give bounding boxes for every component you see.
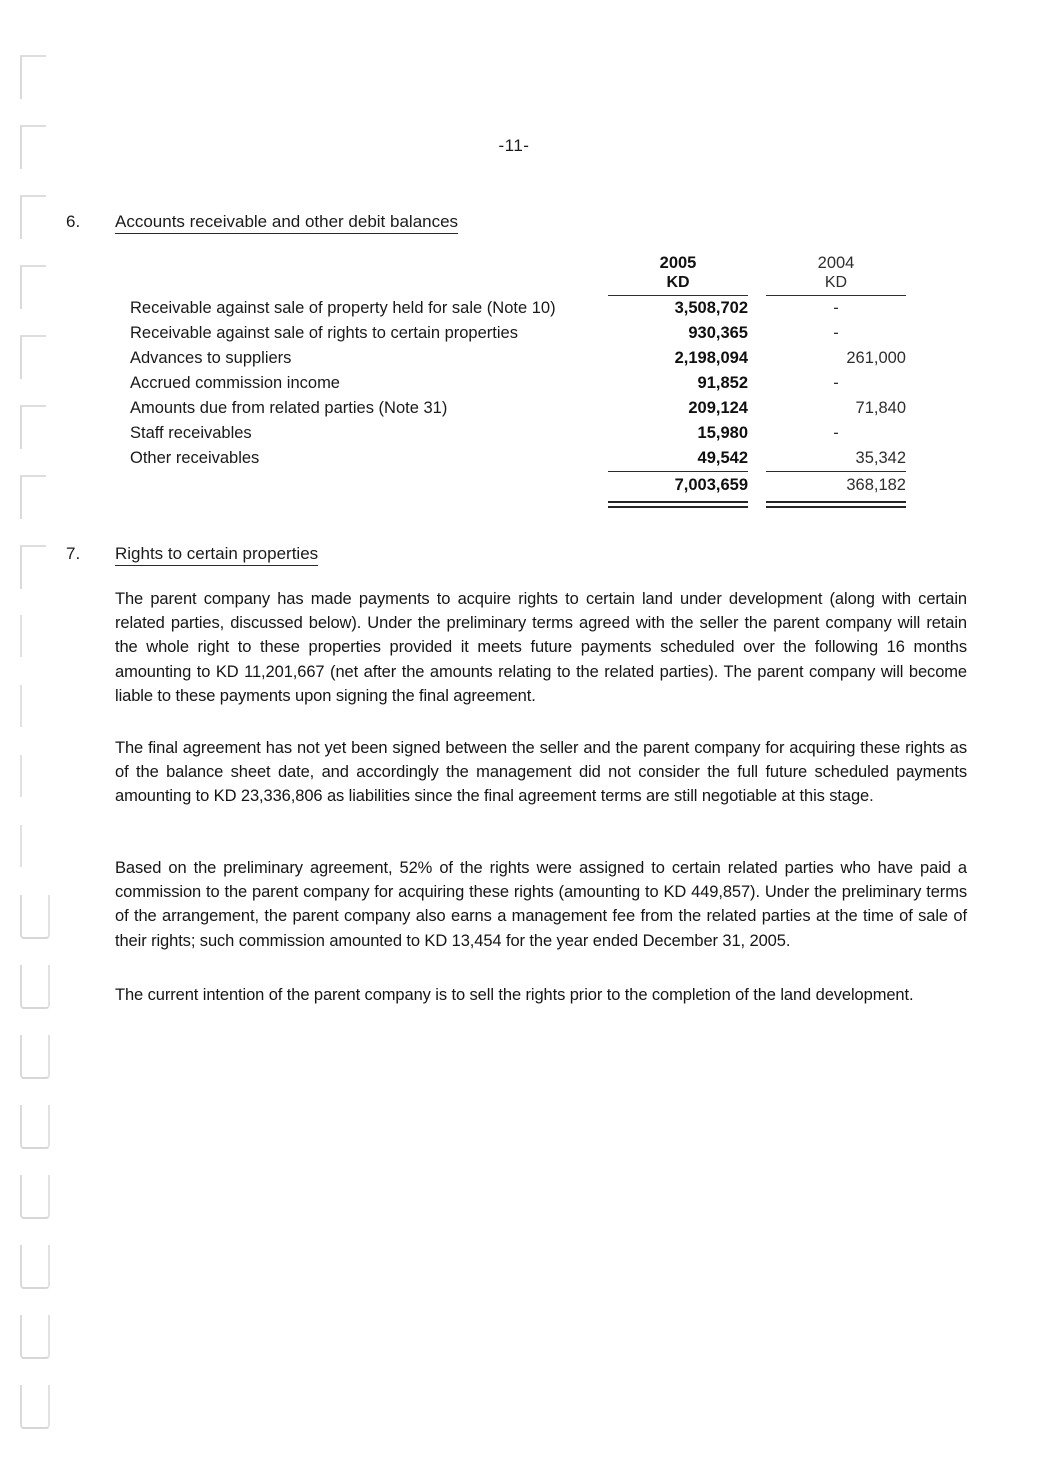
section-6-heading — [66, 212, 966, 234]
row-label: Other receivables — [130, 449, 260, 467]
binding-ring-icon — [20, 55, 46, 99]
column-header-2004 — [766, 254, 906, 296]
value-2004: - — [833, 299, 839, 317]
paragraph: The parent company has made payments to acquire rights to certain land under development (along with certain related parties, discussed below). Under the preliminary terms agreed with the seller the parent company will retain the whole right to these properties provided it meets future payments scheduled over the following 16 months amounting to KD 11,201,667 (net after the amounts relating to the related parties). The parent company will become liable to these payments upon signing the final agreement. — [115, 590, 967, 705]
binding-ring-icon — [20, 265, 46, 309]
value-2004: - — [833, 374, 839, 392]
column-year: 2004 — [817, 254, 855, 272]
binding-ring-icon — [20, 895, 50, 939]
section-number: 7. — [66, 544, 81, 563]
double-rule-2004 — [766, 501, 906, 508]
section-title: Accounts receivable and other debit balances — [115, 212, 458, 234]
page-number: -11- — [498, 136, 530, 155]
binding-ring-icon — [20, 1385, 50, 1429]
column-unit: KD — [666, 274, 690, 291]
row-label: Receivable against sale of property held for sale (Note 10) — [130, 299, 556, 317]
row-label: Accrued commission income — [130, 374, 340, 392]
binding-ring-icon — [20, 1315, 50, 1359]
table-header-empty — [130, 254, 590, 296]
value-2005: 930,365 — [688, 324, 748, 342]
section-title: Rights to certain properties — [115, 544, 318, 566]
total-row-label — [130, 471, 590, 499]
binding-ring-icon — [20, 1035, 50, 1079]
value-2004: 261,000 — [846, 349, 906, 367]
row-label: Staff receivables — [130, 424, 252, 442]
column-unit: KD — [824, 274, 848, 291]
value-2005: 3,508,702 — [674, 299, 748, 317]
value-2005: 15,980 — [697, 424, 748, 442]
section-number: 6. — [66, 212, 81, 231]
section-7-heading — [66, 544, 966, 566]
paragraph: The final agreement has not yet been signed between the seller and the parent company for acquiring these rights as of the balance sheet date, and accordingly the management did not consider the full future scheduled payments amounting to KD 23,336,806 as liabilities since the final agreement terms are still negotiable at this stage. — [115, 739, 967, 806]
value-2004: 35,342 — [855, 449, 906, 467]
binding-ring-icon — [20, 195, 46, 239]
binding-ring-icon — [20, 545, 46, 589]
total-2005: 7,003,659 — [608, 471, 748, 499]
value-2005: 2,198,094 — [674, 349, 748, 367]
binding-ring-icon — [20, 825, 48, 867]
binding-ring-icon — [20, 685, 48, 727]
total-2004: 368,182 — [766, 471, 906, 499]
value-2004: - — [833, 324, 839, 342]
row-label: Advances to suppliers — [130, 349, 292, 367]
binding-ring-icon — [20, 1245, 50, 1289]
double-rule-2005 — [608, 501, 748, 508]
column-year: 2005 — [659, 254, 697, 272]
paragraph: Based on the preliminary agreement, 52% of the rights were assigned to certain related parties who have paid a commission to the parent company for acquiring these rights (amounting to KD 449,857). Under the preliminary terms of the arrangement, the parent company also earns a management fee from the related parties at the time of sale of their rights; such commission amounted to KD 13,454 for the year ended December 31, 2005. — [115, 859, 967, 950]
binding-ring-icon — [20, 405, 46, 449]
row-label: Amounts due from related parties (Note 31) — [130, 399, 448, 417]
value-2005: 91,852 — [697, 374, 748, 392]
binding-ring-icon — [20, 615, 48, 657]
value-2004: 71,840 — [855, 399, 906, 417]
value-2005: 209,124 — [688, 399, 748, 417]
row-label: Receivable against sale of rights to certain properties — [130, 324, 518, 342]
value-2005: 49,542 — [697, 449, 748, 467]
binding-ring-icon — [20, 335, 46, 379]
binding-ring-icon — [20, 475, 46, 519]
spacer — [130, 499, 590, 508]
binding-ring-icon — [20, 755, 48, 797]
binding-ring-icon — [20, 1105, 50, 1149]
binding-ring-icon — [20, 1175, 50, 1219]
accounts-receivable-table — [130, 254, 906, 508]
column-header-2005 — [608, 254, 748, 296]
value-2004: - — [833, 424, 839, 442]
binding-ring-icon — [20, 965, 50, 1009]
paragraph: The current intention of the parent company is to sell the rights prior to the completion of the land development. — [115, 986, 914, 1004]
